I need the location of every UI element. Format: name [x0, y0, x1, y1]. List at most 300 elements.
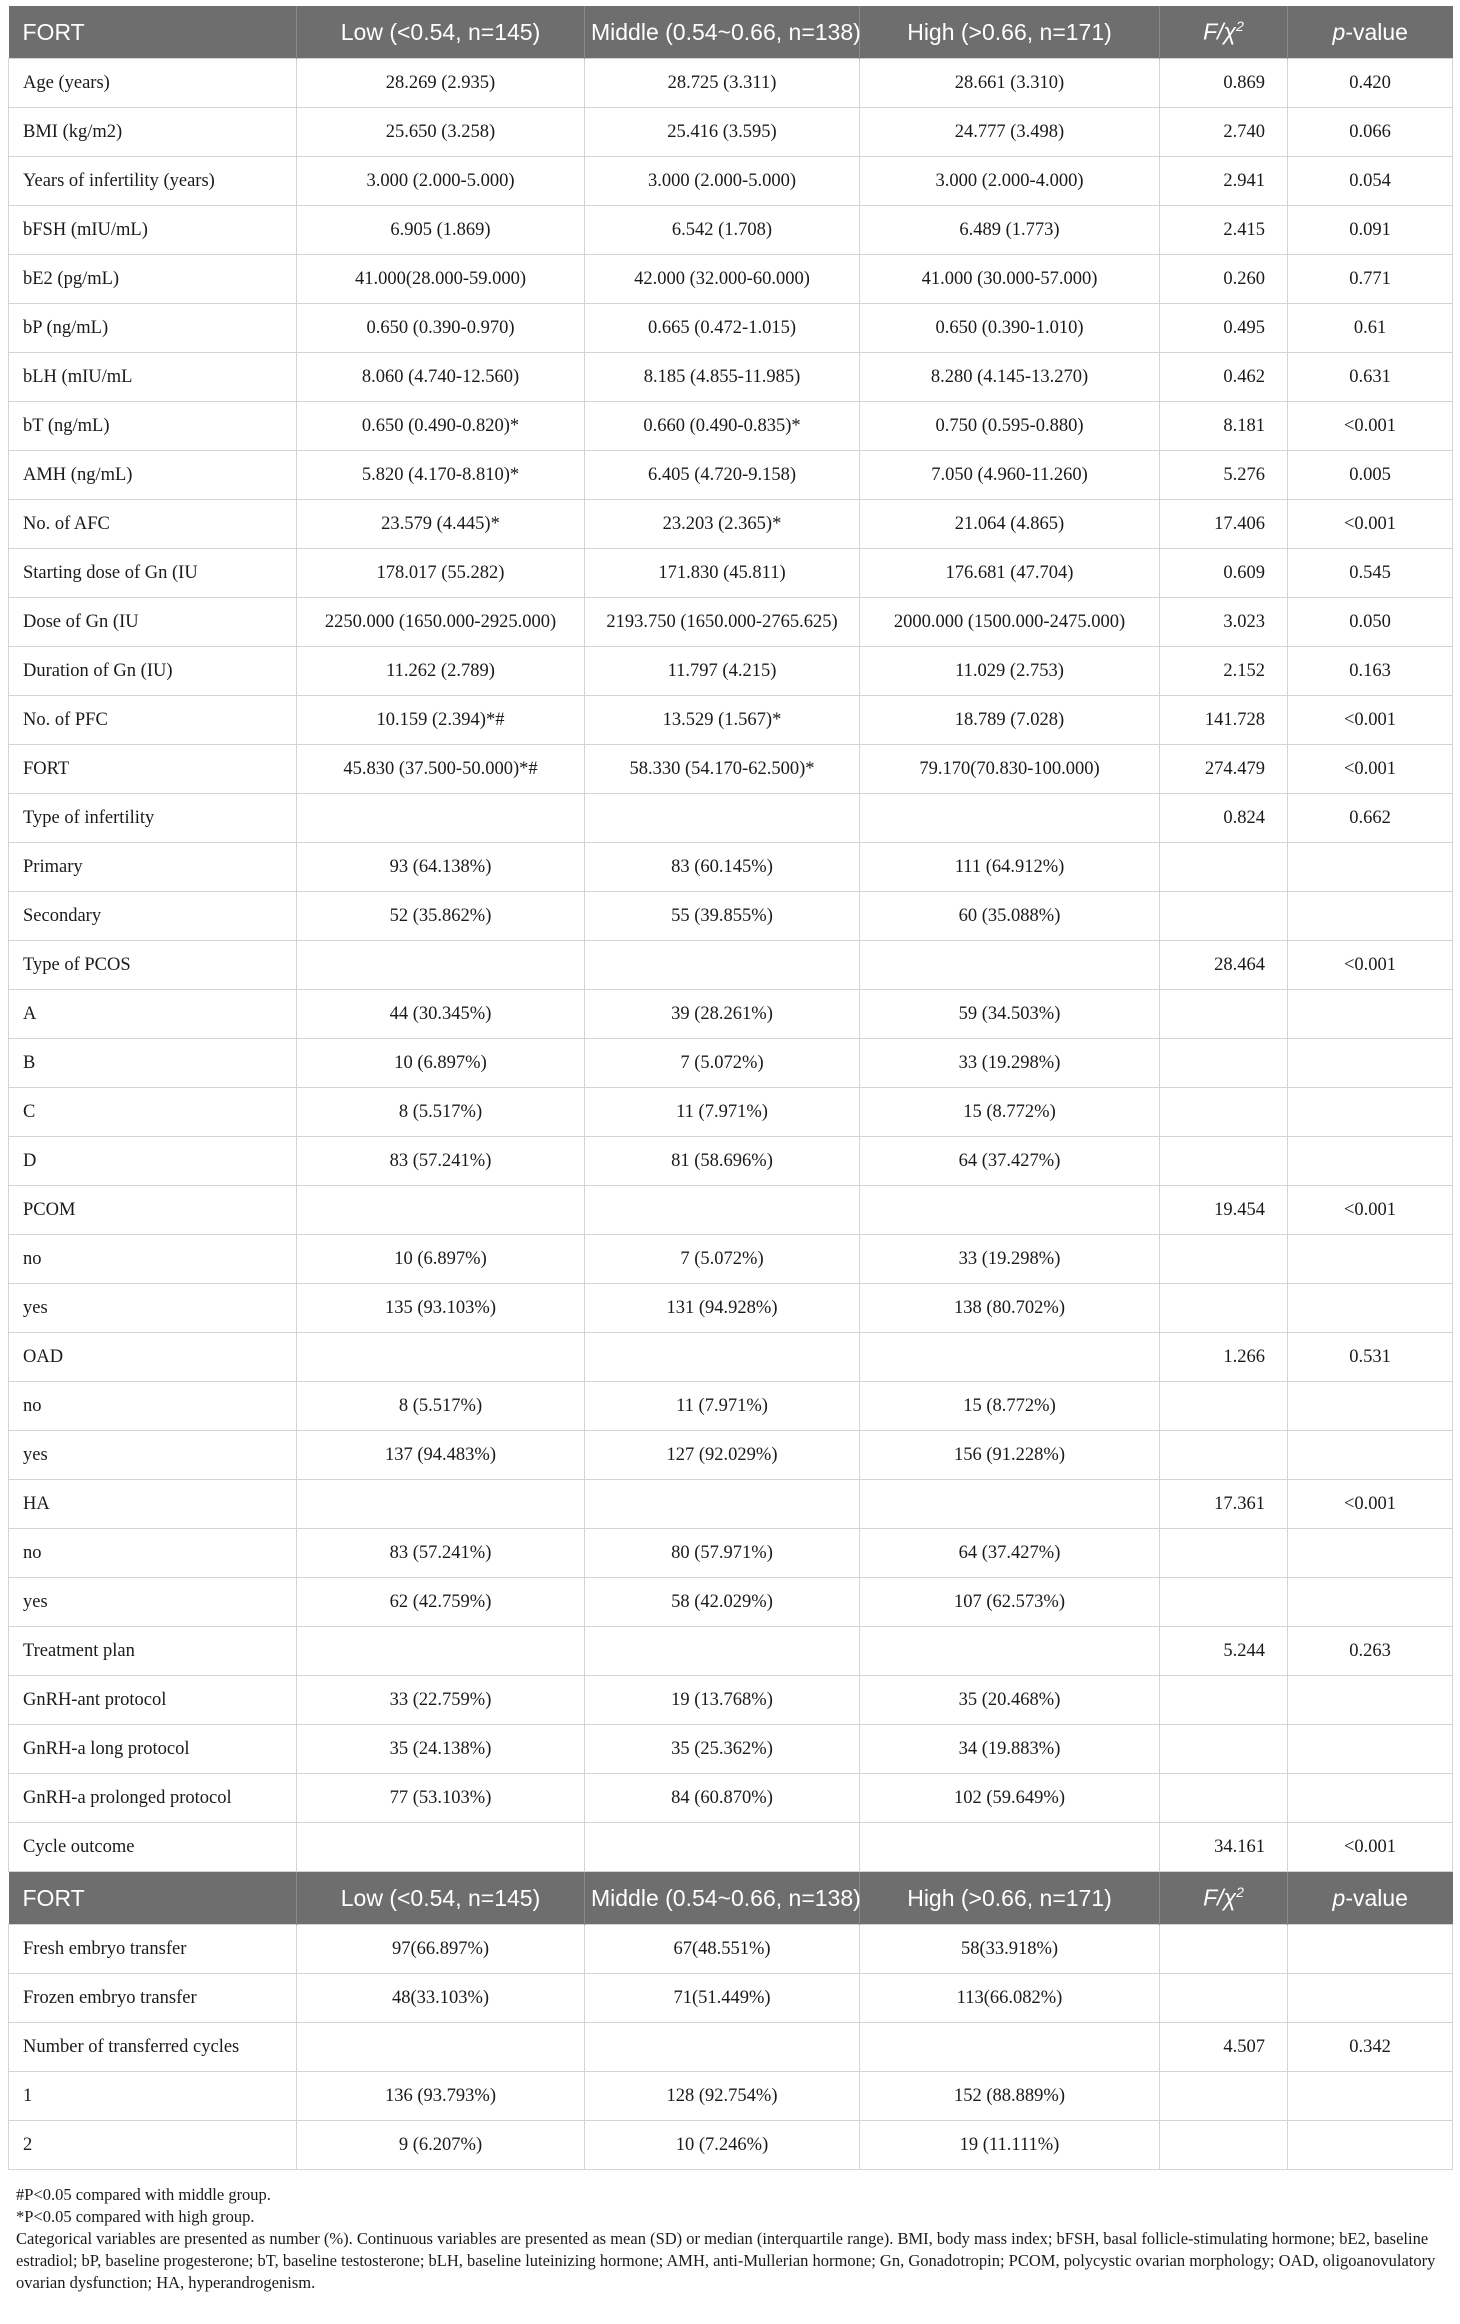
cell-label: Primary — [9, 843, 297, 892]
cell-label: Starting dose of Gn (IU — [9, 549, 297, 598]
cell-middle: 39 (28.261%) — [585, 990, 860, 1039]
cell-label: yes — [9, 1431, 297, 1480]
cell-low — [297, 1823, 585, 1872]
cell-label: Cycle outcome — [9, 1823, 297, 1872]
cell-low — [297, 1627, 585, 1676]
cell-label: Duration of Gn (IU) — [9, 647, 297, 696]
cell-stat: 1.266 — [1160, 1333, 1288, 1382]
cell-p: 0.005 — [1288, 451, 1453, 500]
cell-middle — [585, 1186, 860, 1235]
cell-stat: 2.152 — [1160, 647, 1288, 696]
cell-middle: 11.797 (4.215) — [585, 647, 860, 696]
cell-low: 23.579 (4.445)* — [297, 500, 585, 549]
cell-high: 60 (35.088%) — [860, 892, 1160, 941]
table-row — [9, 941, 1453, 990]
cell-high: 58(33.918%) — [860, 1925, 1160, 1974]
cell-p — [1288, 1088, 1453, 1137]
cell-middle: 28.725 (3.311) — [585, 59, 860, 108]
cell-stat — [1160, 843, 1288, 892]
cell-p: 0.342 — [1288, 2023, 1453, 2072]
cell-p: <0.001 — [1288, 1186, 1453, 1235]
table-row — [9, 647, 1453, 696]
table-row — [9, 1284, 1453, 1333]
cell-p — [1288, 1284, 1453, 1333]
cell-high: 33 (19.298%) — [860, 1235, 1160, 1284]
cell-low: 97(66.897%) — [297, 1925, 585, 1974]
cell-low: 136 (93.793%) — [297, 2072, 585, 2121]
cell-label: Type of PCOS — [9, 941, 297, 990]
cell-low: 93 (64.138%) — [297, 843, 585, 892]
cell-low: 135 (93.103%) — [297, 1284, 585, 1333]
cell-high: 15 (8.772%) — [860, 1088, 1160, 1137]
cell-p — [1288, 2121, 1453, 2170]
header-stat-sup: 2 — [1236, 1884, 1244, 1901]
cell-middle: 80 (57.971%) — [585, 1529, 860, 1578]
header-stat — [1160, 6, 1288, 59]
cell-middle: 58.330 (54.170-62.500)* — [585, 745, 860, 794]
table-row — [9, 1480, 1453, 1529]
cell-low: 2250.000 (1650.000-2925.000) — [297, 598, 585, 647]
cell-label: B — [9, 1039, 297, 1088]
cell-stat: 0.869 — [1160, 59, 1288, 108]
cell-label: AMH (ng/mL) — [9, 451, 297, 500]
cell-middle: 10 (7.246%) — [585, 2121, 860, 2170]
table-row — [9, 402, 1453, 451]
cell-high — [860, 1627, 1160, 1676]
cell-label: 1 — [9, 2072, 297, 2121]
cell-high: 33 (19.298%) — [860, 1039, 1160, 1088]
cell-p: 0.091 — [1288, 206, 1453, 255]
cell-p: 0.263 — [1288, 1627, 1453, 1676]
cell-stat — [1160, 1088, 1288, 1137]
cell-stat: 274.479 — [1160, 745, 1288, 794]
cell-p: 0.61 — [1288, 304, 1453, 353]
header-stat-text: F/χ — [1203, 18, 1237, 45]
cell-high: 59 (34.503%) — [860, 990, 1160, 1039]
cell-middle: 6.542 (1.708) — [585, 206, 860, 255]
results-table — [8, 6, 1453, 2170]
cell-p — [1288, 892, 1453, 941]
cell-high: 18.789 (7.028) — [860, 696, 1160, 745]
cell-high: 138 (80.702%) — [860, 1284, 1160, 1333]
cell-stat — [1160, 2072, 1288, 2121]
cell-high: 0.650 (0.390-1.010) — [860, 304, 1160, 353]
cell-p: 0.163 — [1288, 647, 1453, 696]
cell-label: bE2 (pg/mL) — [9, 255, 297, 304]
header-high: High (>0.66, n=171) — [860, 6, 1160, 59]
cell-high: 7.050 (4.960-11.260) — [860, 451, 1160, 500]
cell-stat: 2.415 — [1160, 206, 1288, 255]
cell-high: 19 (11.111%) — [860, 2121, 1160, 2170]
cell-p — [1288, 1235, 1453, 1284]
cell-low — [297, 1333, 585, 1382]
table-row — [9, 549, 1453, 598]
cell-label: OAD — [9, 1333, 297, 1382]
cell-p: 0.054 — [1288, 157, 1453, 206]
cell-low — [297, 2023, 585, 2072]
cell-middle — [585, 1823, 860, 1872]
cell-middle: 84 (60.870%) — [585, 1774, 860, 1823]
cell-stat: 2.941 — [1160, 157, 1288, 206]
cell-stat — [1160, 1774, 1288, 1823]
cell-middle: 128 (92.754%) — [585, 2072, 860, 2121]
cell-stat: 28.464 — [1160, 941, 1288, 990]
table-row — [9, 1333, 1453, 1382]
table-row — [9, 1925, 1453, 1974]
cell-low: 10.159 (2.394)*# — [297, 696, 585, 745]
table-row — [9, 892, 1453, 941]
cell-stat — [1160, 1382, 1288, 1431]
cell-low: 62 (42.759%) — [297, 1578, 585, 1627]
cell-label: No. of PFC — [9, 696, 297, 745]
cell-p: 0.631 — [1288, 353, 1453, 402]
cell-p — [1288, 1974, 1453, 2023]
cell-label: Frozen embryo transfer — [9, 1974, 297, 2023]
cell-stat: 5.244 — [1160, 1627, 1288, 1676]
cell-p: 0.662 — [1288, 794, 1453, 843]
cell-middle: 42.000 (32.000-60.000) — [585, 255, 860, 304]
results-table-container — [8, 6, 1452, 2294]
cell-p: <0.001 — [1288, 941, 1453, 990]
cell-p — [1288, 990, 1453, 1039]
cell-label: Treatment plan — [9, 1627, 297, 1676]
cell-middle: 71(51.449%) — [585, 1974, 860, 2023]
cell-stat — [1160, 1676, 1288, 1725]
cell-middle: 8.185 (4.855-11.985) — [585, 353, 860, 402]
cell-low: 33 (22.759%) — [297, 1676, 585, 1725]
cell-low: 137 (94.483%) — [297, 1431, 585, 1480]
cell-high — [860, 2023, 1160, 2072]
cell-stat: 8.181 — [1160, 402, 1288, 451]
cell-high: 8.280 (4.145-13.270) — [860, 353, 1160, 402]
cell-label: Years of infertility (years) — [9, 157, 297, 206]
cell-stat: 0.495 — [1160, 304, 1288, 353]
cell-low: 8.060 (4.740-12.560) — [297, 353, 585, 402]
header-p — [1288, 6, 1453, 59]
cell-low: 6.905 (1.869) — [297, 206, 585, 255]
cell-low: 10 (6.897%) — [297, 1235, 585, 1284]
cell-high — [860, 1333, 1160, 1382]
cell-middle: 83 (60.145%) — [585, 843, 860, 892]
table-row — [9, 1578, 1453, 1627]
cell-low: 11.262 (2.789) — [297, 647, 585, 696]
table-body-top — [9, 6, 1453, 1872]
cell-high — [860, 1480, 1160, 1529]
table-row — [9, 1627, 1453, 1676]
cell-high: 3.000 (2.000-4.000) — [860, 157, 1160, 206]
cell-middle: 0.660 (0.490-0.835)* — [585, 402, 860, 451]
cell-high — [860, 794, 1160, 843]
table-row — [9, 745, 1453, 794]
header-label: FORT — [9, 6, 297, 59]
cell-middle: 171.830 (45.811) — [585, 549, 860, 598]
cell-middle: 11 (7.971%) — [585, 1088, 860, 1137]
cell-stat: 0.462 — [1160, 353, 1288, 402]
cell-high: 64 (37.427%) — [860, 1137, 1160, 1186]
cell-middle: 67(48.551%) — [585, 1925, 860, 1974]
cell-p: <0.001 — [1288, 745, 1453, 794]
cell-low — [297, 794, 585, 843]
cell-label: no — [9, 1529, 297, 1578]
table-row — [9, 1186, 1453, 1235]
cell-stat: 5.276 — [1160, 451, 1288, 500]
cell-high: 21.064 (4.865) — [860, 500, 1160, 549]
cell-high: 79.170(70.830-100.000) — [860, 745, 1160, 794]
cell-stat: 141.728 — [1160, 696, 1288, 745]
cell-low: 77 (53.103%) — [297, 1774, 585, 1823]
cell-label: GnRH-ant protocol — [9, 1676, 297, 1725]
cell-p — [1288, 1676, 1453, 1725]
cell-high: 24.777 (3.498) — [860, 108, 1160, 157]
cell-stat: 4.507 — [1160, 2023, 1288, 2072]
cell-middle: 0.665 (0.472-1.015) — [585, 304, 860, 353]
cell-p — [1288, 1774, 1453, 1823]
cell-low: 178.017 (55.282) — [297, 549, 585, 598]
cell-middle: 19 (13.768%) — [585, 1676, 860, 1725]
header-stat-sup: 2 — [1236, 18, 1244, 35]
table-row — [9, 598, 1453, 647]
cell-stat — [1160, 1235, 1288, 1284]
cell-middle: 23.203 (2.365)* — [585, 500, 860, 549]
cell-middle — [585, 1333, 860, 1382]
cell-low — [297, 1186, 585, 1235]
table-row — [9, 990, 1453, 1039]
cell-high: 6.489 (1.773) — [860, 206, 1160, 255]
cell-low: 8 (5.517%) — [297, 1088, 585, 1137]
cell-label: Dose of Gn (IU — [9, 598, 297, 647]
cell-middle — [585, 1627, 860, 1676]
cell-label: C — [9, 1088, 297, 1137]
table-row — [9, 255, 1453, 304]
cell-p: 0.420 — [1288, 59, 1453, 108]
table-row — [9, 1676, 1453, 1725]
table-row — [9, 794, 1453, 843]
cell-label: Number of transferred cycles — [9, 2023, 297, 2072]
table-row — [9, 843, 1453, 892]
cell-stat: 2.740 — [1160, 108, 1288, 157]
cell-high: 102 (59.649%) — [860, 1774, 1160, 1823]
table-row — [9, 1529, 1453, 1578]
cell-middle: 7 (5.072%) — [585, 1039, 860, 1088]
cell-label: PCOM — [9, 1186, 297, 1235]
cell-label: A — [9, 990, 297, 1039]
cell-stat — [1160, 1284, 1288, 1333]
cell-p — [1288, 1925, 1453, 1974]
cell-middle: 35 (25.362%) — [585, 1725, 860, 1774]
cell-label: Type of infertility — [9, 794, 297, 843]
cell-middle: 11 (7.971%) — [585, 1382, 860, 1431]
table-row — [9, 500, 1453, 549]
cell-high: 35 (20.468%) — [860, 1676, 1160, 1725]
cell-middle: 2193.750 (1650.000-2765.625) — [585, 598, 860, 647]
cell-low — [297, 1480, 585, 1529]
header-p-suffix: -value — [1345, 1884, 1408, 1911]
cell-stat — [1160, 990, 1288, 1039]
cell-stat: 17.406 — [1160, 500, 1288, 549]
cell-middle: 58 (42.029%) — [585, 1578, 860, 1627]
cell-p: <0.001 — [1288, 1823, 1453, 1872]
table-row — [9, 1431, 1453, 1480]
cell-stat — [1160, 1039, 1288, 1088]
cell-high: 2000.000 (1500.000-2475.000) — [860, 598, 1160, 647]
cell-low: 48(33.103%) — [297, 1974, 585, 2023]
header-label: FORT — [9, 1872, 297, 1925]
cell-p — [1288, 843, 1453, 892]
cell-stat: 3.023 — [1160, 598, 1288, 647]
table-row — [9, 108, 1453, 157]
cell-middle — [585, 794, 860, 843]
cell-middle: 25.416 (3.595) — [585, 108, 860, 157]
cell-low: 45.830 (37.500-50.000)*# — [297, 745, 585, 794]
cell-stat — [1160, 2121, 1288, 2170]
table-row — [9, 1137, 1453, 1186]
cell-label: BMI (kg/m2) — [9, 108, 297, 157]
cell-low: 10 (6.897%) — [297, 1039, 585, 1088]
cell-label: GnRH-a long protocol — [9, 1725, 297, 1774]
table-row — [9, 1235, 1453, 1284]
cell-label: yes — [9, 1578, 297, 1627]
cell-stat: 0.824 — [1160, 794, 1288, 843]
cell-low: 28.269 (2.935) — [297, 59, 585, 108]
header-middle: Middle (0.54~0.66, n=138) — [585, 6, 860, 59]
cell-label: Age (years) — [9, 59, 297, 108]
cell-high: 111 (64.912%) — [860, 843, 1160, 892]
cell-low: 83 (57.241%) — [297, 1529, 585, 1578]
cell-label: Fresh embryo transfer — [9, 1925, 297, 1974]
cell-high — [860, 1186, 1160, 1235]
cell-p: <0.001 — [1288, 402, 1453, 451]
table-row — [9, 304, 1453, 353]
cell-stat — [1160, 892, 1288, 941]
table-body-bottom — [9, 1872, 1453, 2170]
cell-label: Secondary — [9, 892, 297, 941]
cell-p — [1288, 1529, 1453, 1578]
header-p-italic: p — [1332, 18, 1346, 45]
table-row — [9, 451, 1453, 500]
cell-p — [1288, 2072, 1453, 2121]
cell-label: GnRH-a prolonged protocol — [9, 1774, 297, 1823]
cell-stat: 17.361 — [1160, 1480, 1288, 1529]
cell-high: 176.681 (47.704) — [860, 549, 1160, 598]
cell-p: 0.545 — [1288, 549, 1453, 598]
cell-label: no — [9, 1382, 297, 1431]
table-row — [9, 1974, 1453, 2023]
header-middle: Middle (0.54~0.66, n=138) — [585, 1872, 860, 1925]
cell-label: bFSH (mIU/mL) — [9, 206, 297, 255]
cell-middle — [585, 941, 860, 990]
table-row — [9, 1823, 1453, 1872]
table-row — [9, 2072, 1453, 2121]
footnote-abbreviations: Categorical variables are presented as number (%). Continuous variables are presented as mean (SD) or median (interquartile range). BMI, body mass index; bFSH, basal follicle-stimulating hormone; bE2, baseline estradiol; bP, baseline progesterone; bT, baseline testosterone; bLH, baseline luteinizing hormone; AMH, anti-Mullerian hormone; Gn, Gonadotropin; PCOM, polycystic ovarian morphology; OAD, oligoanovulatory ovarian dysfunction; HA, hyperandrogenism. — [16, 2229, 1436, 2292]
cell-label: yes — [9, 1284, 297, 1333]
cell-stat: 34.161 — [1160, 1823, 1288, 1872]
cell-high — [860, 1823, 1160, 1872]
cell-low: 52 (35.862%) — [297, 892, 585, 941]
cell-low — [297, 941, 585, 990]
cell-stat — [1160, 1578, 1288, 1627]
header-high: High (>0.66, n=171) — [860, 1872, 1160, 1925]
cell-middle: 131 (94.928%) — [585, 1284, 860, 1333]
table-row — [9, 1088, 1453, 1137]
table-row — [9, 206, 1453, 255]
cell-high: 41.000 (30.000-57.000) — [860, 255, 1160, 304]
cell-middle: 55 (39.855%) — [585, 892, 860, 941]
cell-stat — [1160, 1137, 1288, 1186]
cell-low: 25.650 (3.258) — [297, 108, 585, 157]
cell-high: 107 (62.573%) — [860, 1578, 1160, 1627]
cell-label: No. of AFC — [9, 500, 297, 549]
cell-high — [860, 941, 1160, 990]
table-row — [9, 2023, 1453, 2072]
cell-high: 64 (37.427%) — [860, 1529, 1160, 1578]
header-stat-text: F/χ — [1203, 1884, 1237, 1911]
cell-low: 35 (24.138%) — [297, 1725, 585, 1774]
table-row — [9, 2121, 1453, 2170]
table-row — [9, 1725, 1453, 1774]
header-p-italic: p — [1332, 1884, 1346, 1911]
cell-label: bP (ng/mL) — [9, 304, 297, 353]
table-row — [9, 1382, 1453, 1431]
cell-stat — [1160, 1529, 1288, 1578]
cell-stat — [1160, 1725, 1288, 1774]
table-footnotes — [8, 2184, 1452, 2294]
cell-label: FORT — [9, 745, 297, 794]
cell-low: 0.650 (0.490-0.820)* — [297, 402, 585, 451]
table-row — [9, 1039, 1453, 1088]
cell-middle: 13.529 (1.567)* — [585, 696, 860, 745]
cell-stat — [1160, 1974, 1288, 2023]
header-low: Low (<0.54, n=145) — [297, 1872, 585, 1925]
cell-high: 156 (91.228%) — [860, 1431, 1160, 1480]
cell-middle: 127 (92.029%) — [585, 1431, 860, 1480]
cell-stat — [1160, 1925, 1288, 1974]
table-row — [9, 353, 1453, 402]
cell-high: 11.029 (2.753) — [860, 647, 1160, 696]
cell-middle — [585, 2023, 860, 2072]
table-row — [9, 157, 1453, 206]
cell-label: bT (ng/mL) — [9, 402, 297, 451]
cell-label: no — [9, 1235, 297, 1284]
footnote-hash: #P<0.05 compared with middle group. — [16, 2185, 271, 2204]
cell-middle: 81 (58.696%) — [585, 1137, 860, 1186]
cell-low: 44 (30.345%) — [297, 990, 585, 1039]
cell-p — [1288, 1137, 1453, 1186]
cell-label: HA — [9, 1480, 297, 1529]
cell-low: 3.000 (2.000-5.000) — [297, 157, 585, 206]
table-row — [9, 696, 1453, 745]
cell-label: D — [9, 1137, 297, 1186]
cell-p — [1288, 1382, 1453, 1431]
header-p-suffix: -value — [1345, 18, 1408, 45]
cell-middle: 6.405 (4.720-9.158) — [585, 451, 860, 500]
cell-label: bLH (mIU/mL — [9, 353, 297, 402]
cell-p: <0.001 — [1288, 696, 1453, 745]
cell-p: 0.531 — [1288, 1333, 1453, 1382]
cell-low: 83 (57.241%) — [297, 1137, 585, 1186]
cell-stat: 0.260 — [1160, 255, 1288, 304]
table-header — [9, 6, 1453, 59]
cell-middle — [585, 1480, 860, 1529]
cell-high: 34 (19.883%) — [860, 1725, 1160, 1774]
cell-middle: 3.000 (2.000-5.000) — [585, 157, 860, 206]
cell-p: <0.001 — [1288, 1480, 1453, 1529]
header-p — [1288, 1872, 1453, 1925]
cell-low: 0.650 (0.390-0.970) — [297, 304, 585, 353]
cell-p — [1288, 1725, 1453, 1774]
cell-p: 0.066 — [1288, 108, 1453, 157]
cell-low: 41.000(28.000-59.000) — [297, 255, 585, 304]
table-row — [9, 59, 1453, 108]
